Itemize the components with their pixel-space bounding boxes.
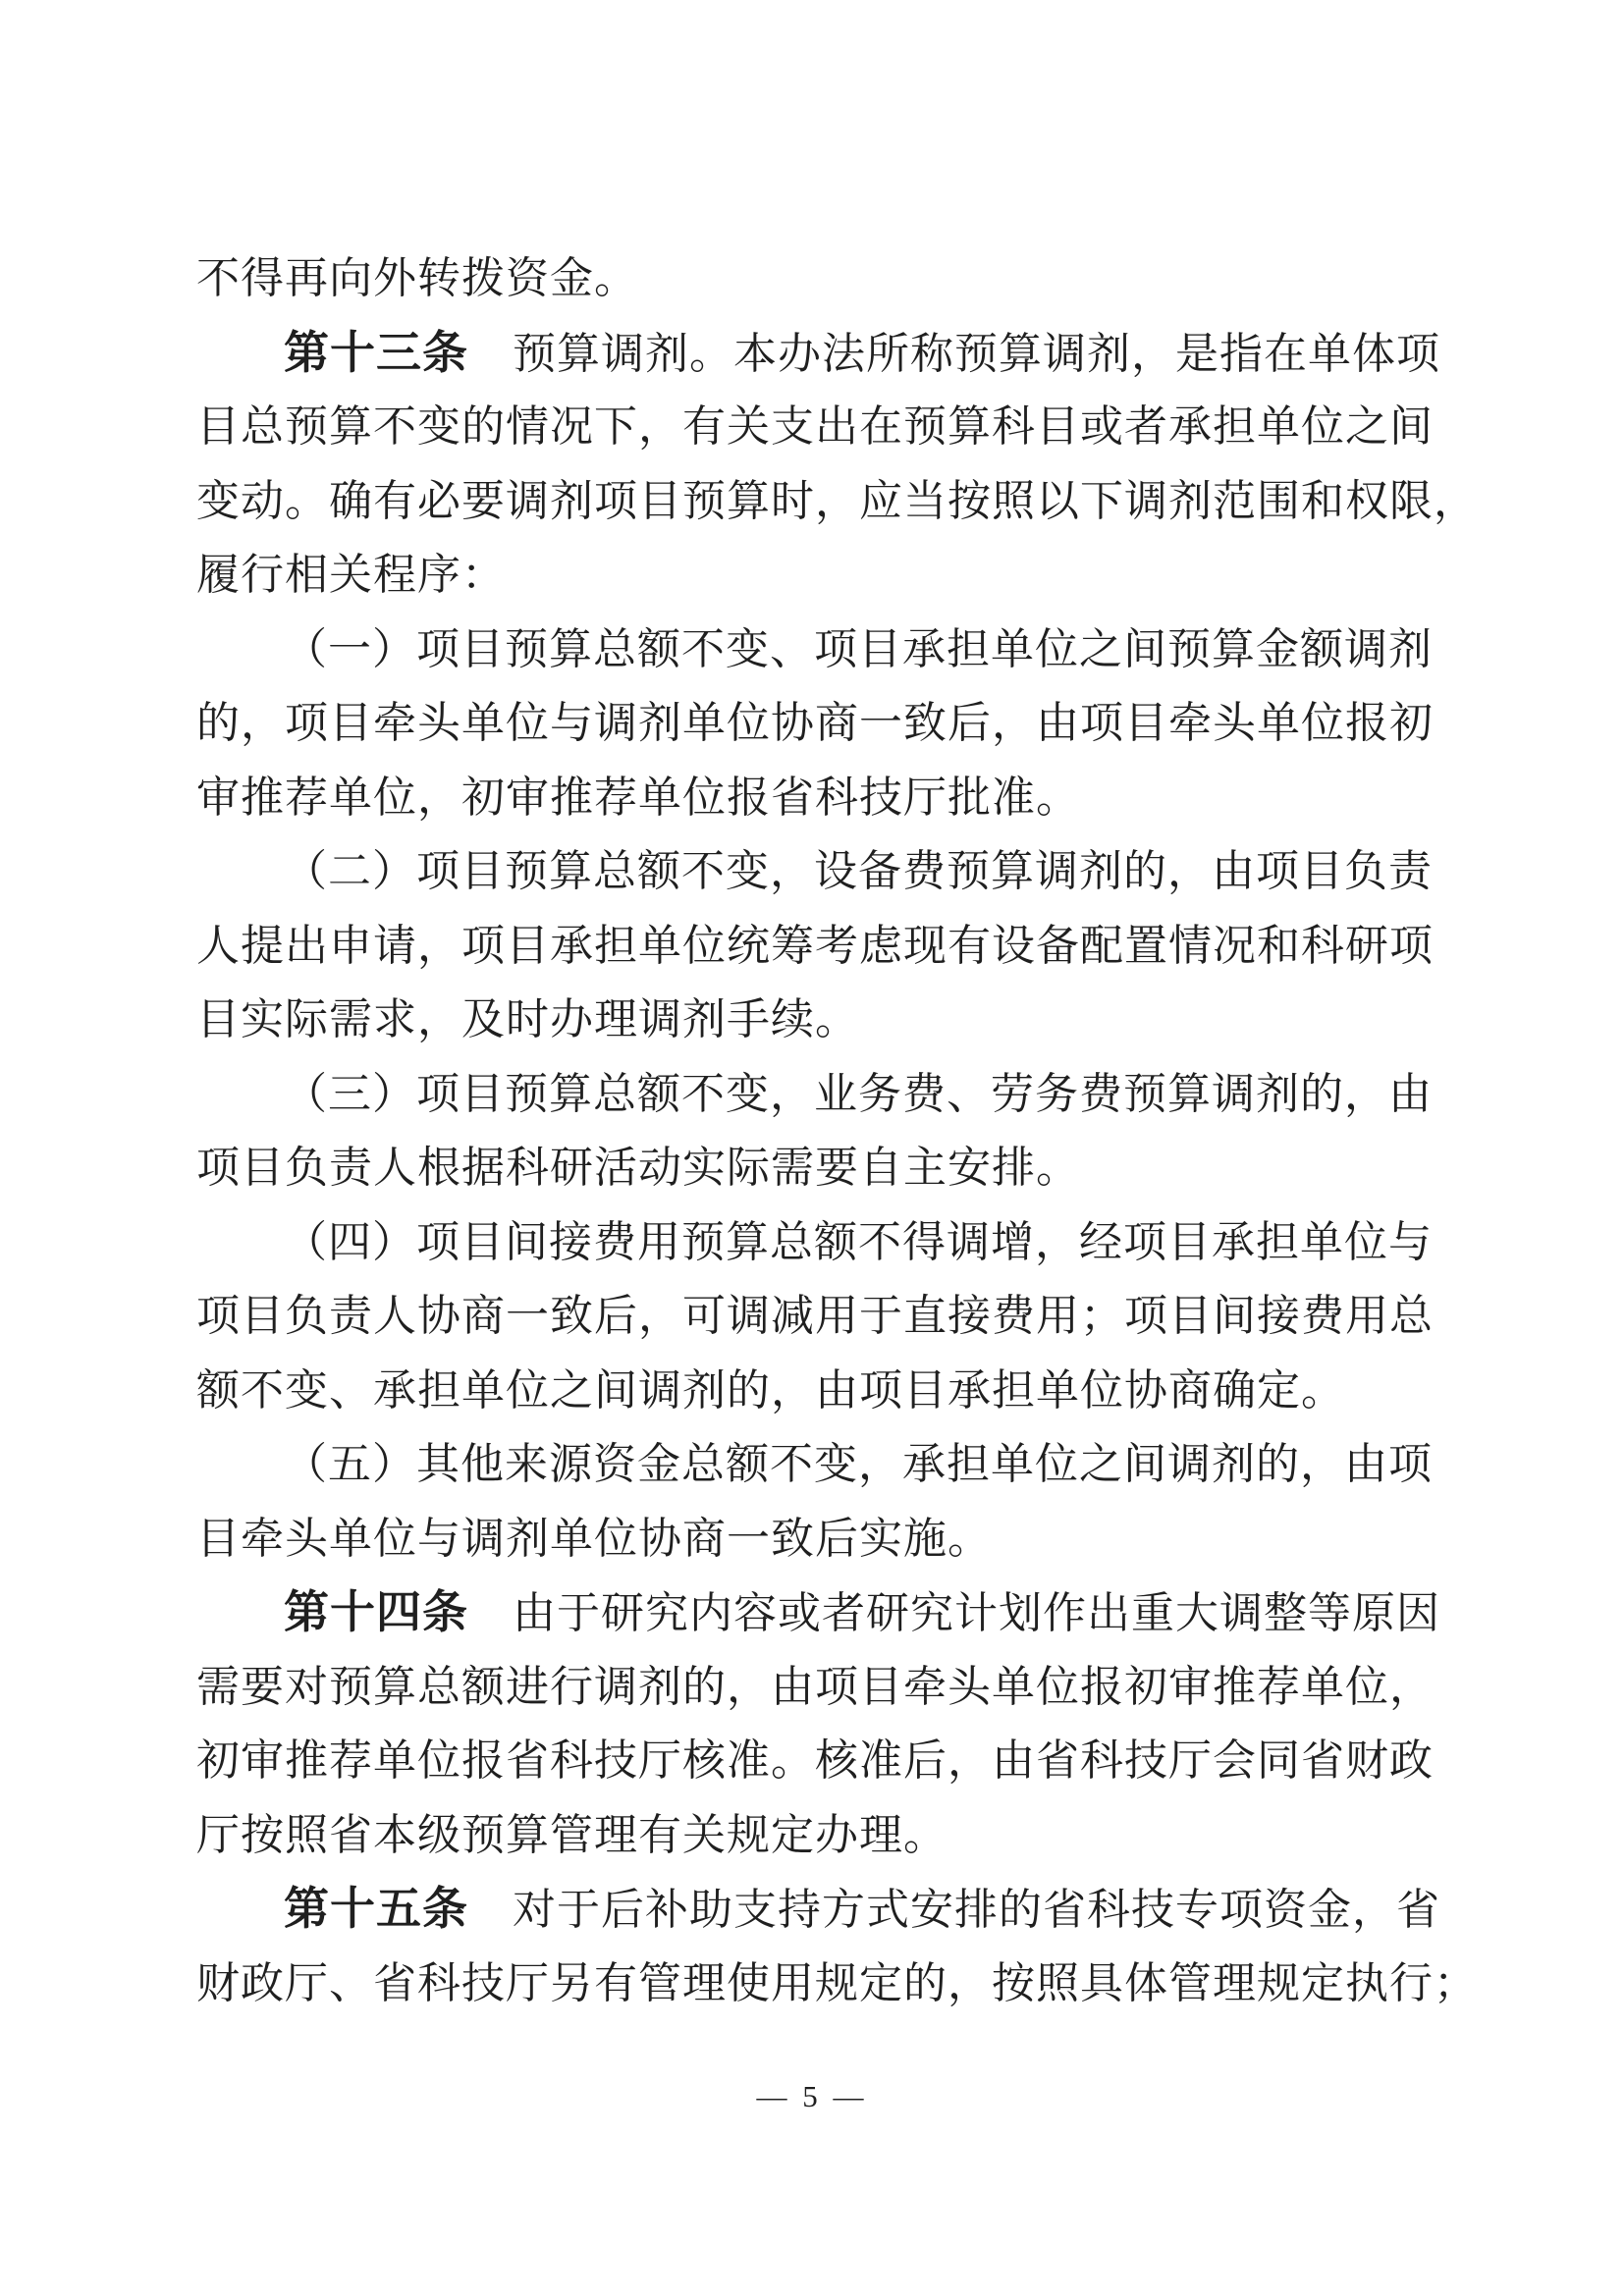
text-line	[196, 1798, 1432, 1873]
text-line	[196, 1057, 1432, 1132]
text-line	[196, 1354, 1432, 1428]
line-text: （四）项目间接费用预算总额不得调增，经项目承担单位与	[284, 1217, 1433, 1266]
line-text: 不得再向外转拨资金。	[196, 254, 638, 302]
article-heading: 第十五条	[284, 1883, 468, 1934]
text-line	[196, 909, 1432, 984]
text-line	[196, 241, 1432, 316]
text-line	[196, 613, 1432, 687]
line-text: 目实际需求，及时办理调剂手续。	[196, 995, 859, 1043]
text-line	[196, 1502, 1432, 1576]
text-line	[196, 834, 1432, 909]
text-line	[196, 686, 1432, 761]
page-footer	[0, 2079, 1624, 2114]
line-text: 人提出申请，项目承担单位统筹考虑现有设备配置情况和科研项	[196, 921, 1434, 970]
line-text: 厅按照省本级预算管理有关规定办理。	[196, 1810, 947, 1859]
text-line	[196, 1872, 1440, 1947]
line-text: 初审推荐单位报省科技厅核准。核准后，由省科技厅会同省财政	[196, 1736, 1434, 1785]
line-text: （三）项目预算总额不变，业务费、劳务费预算调剂的，由	[284, 1069, 1433, 1118]
line-text: 财政厅、省科技厅另有管理使用规定的，按照具体管理规定执行；	[196, 1958, 1478, 2007]
text-line	[196, 464, 1478, 539]
text-line	[196, 1724, 1432, 1798]
line-text: （二）项目预算总额不变，设备费预算调剂的，由项目负责	[284, 847, 1433, 895]
text-line	[196, 1279, 1432, 1354]
text-line	[196, 761, 1432, 835]
article-heading: 第十四条	[284, 1586, 468, 1637]
text-line	[196, 1205, 1432, 1280]
text-line	[196, 538, 1432, 613]
article-heading: 第十三条	[284, 326, 468, 378]
text-line	[196, 316, 1440, 391]
line-text: 额不变、承担单位之间调剂的，由项目承担单位协商确定。	[196, 1365, 1345, 1415]
text-line	[196, 1947, 1478, 2021]
line-text: 项目负责人根据科研活动实际需要自主安排。	[196, 1144, 1080, 1192]
line-text: （一）项目预算总额不变、项目承担单位之间预算金额调剂	[284, 624, 1433, 673]
text-line	[196, 1575, 1440, 1650]
line-text: 变动。确有必要调剂项目预算时，应当按照以下调剂范围和权限，	[196, 476, 1478, 525]
document-body	[196, 241, 1478, 2020]
line-text: 履行相关程序：	[196, 551, 506, 599]
line-text: 需要对预算总额进行调剂的，由项目牵头单位报初审推荐单位，	[196, 1662, 1434, 1711]
line-text: 对于后补助支持方式安排的省科技专项资金，省	[468, 1886, 1440, 1934]
line-text: 审推荐单位，初审推荐单位报省科技厅批准。	[196, 773, 1080, 822]
line-text: 目牵头单位与调剂单位协商一致后实施。	[196, 1514, 992, 1563]
page-number: — 5 —	[756, 2079, 868, 2113]
line-text: 项目负责人协商一致后，可调减用于直接费用；项目间接费用总	[196, 1292, 1434, 1340]
line-text: （五）其他来源资金总额不变，承担单位之间调剂的，由项	[284, 1440, 1433, 1488]
text-line	[196, 1427, 1432, 1502]
line-text: 目总预算不变的情况下，有关支出在预算科目或者承担单位之间	[196, 402, 1434, 451]
text-line	[196, 983, 1432, 1057]
text-line	[196, 1131, 1432, 1205]
line-text: 的，项目牵头单位与调剂单位协商一致后，由项目牵头单位报初	[196, 699, 1434, 747]
text-line	[196, 1650, 1432, 1725]
text-line	[196, 390, 1432, 464]
line-text: 预算调剂。本办法所称预算调剂，是指在单体项	[468, 329, 1440, 378]
line-text: 由于研究内容或者研究计划作出重大调整等原因	[468, 1589, 1440, 1637]
